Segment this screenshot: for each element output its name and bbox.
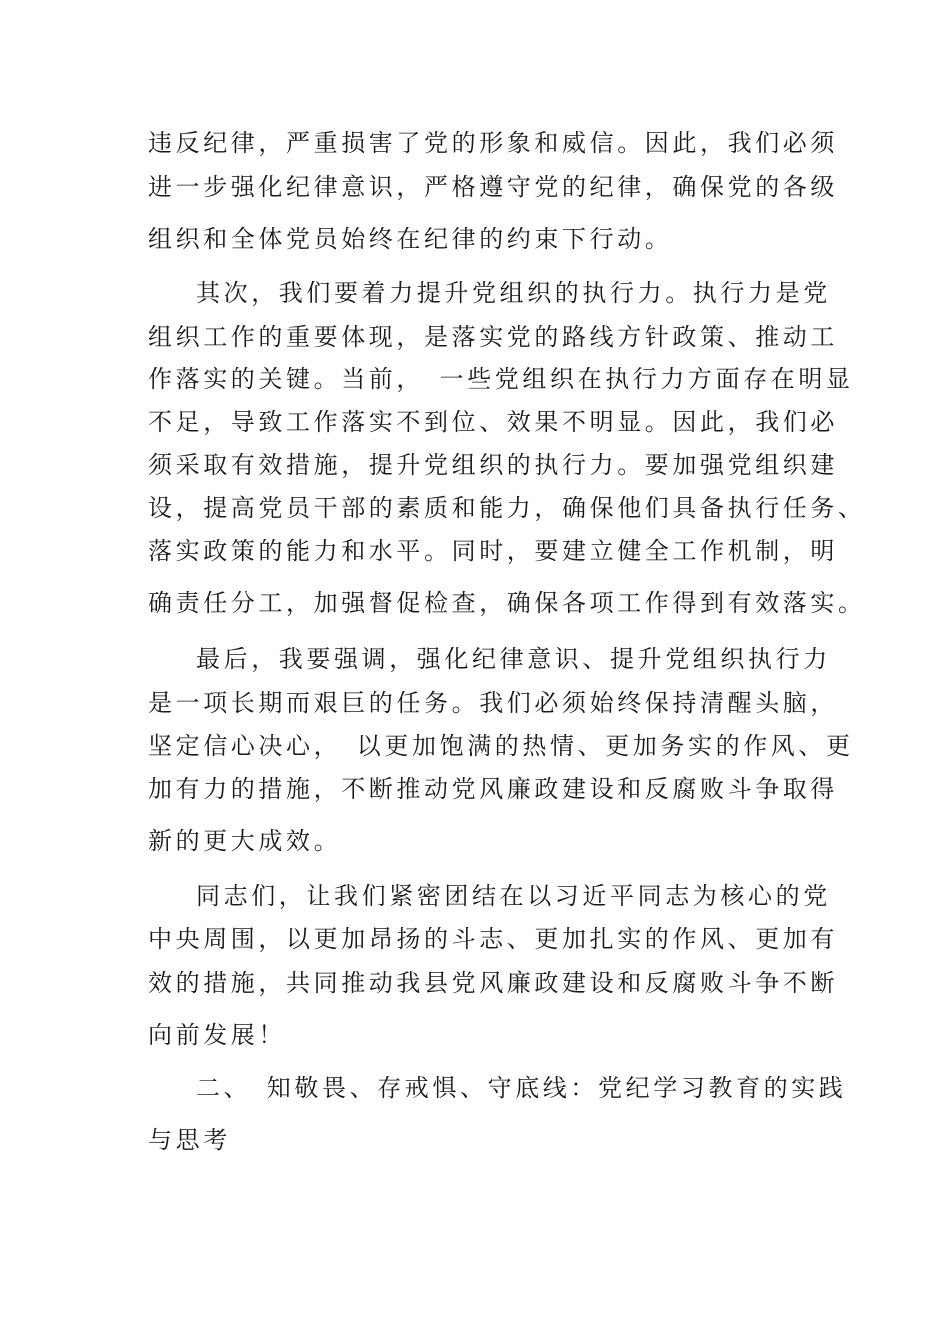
paragraph-first-line: 其次，我们要着力提升党组织的执行力。执行力是党: [196, 279, 831, 307]
text-line: 中央周围，以更加昂扬的斗志、更加扎实的作风、更加有: [148, 925, 838, 953]
text-line: 违反纪律，严重损害了党的形象和威信。因此，我们必须: [148, 129, 838, 157]
text-line: 确责任分工，加强督促检查，确保各项工作得到有效落实。: [148, 589, 866, 617]
text-line: 作落实的关键。当前， 一些党组织在执行力方面存在明显: [148, 365, 854, 393]
text-line: 加有力的措施，不断推动党风廉政建设和反腐败斗争取得: [148, 775, 838, 803]
text-line: 组织工作的重要体现，是落实党的路线方针政策、推动工: [148, 323, 838, 351]
section-heading-continuation: 与思考: [148, 1126, 231, 1154]
text-line: 落实政策的能力和水平。同时，要建立健全工作机制，明: [148, 537, 838, 565]
paragraph-first-line: 最后，我要强调，强化纪律意识、提升党组织执行力: [196, 645, 831, 673]
text-line: 设，提高党员干部的素质和能力，确保他们具备执行任务、: [148, 494, 866, 522]
text-line: 进一步强化纪律意识，严格遵守党的纪律，确保党的各级: [148, 173, 838, 201]
text-line: 坚定信心决心， 以更加饱满的热情、更加务实的作风、更: [148, 732, 854, 760]
text-line: 向前发展！: [148, 1021, 286, 1049]
text-line: 新的更大成效。: [148, 827, 342, 855]
section-heading: 二、 知敬畏、存戒惧、守底线：党纪学习教育的实践: [196, 1074, 847, 1102]
paragraph-first-line: 同志们，让我们紧密团结在以习近平同志为核心的党: [196, 882, 831, 910]
text-line: 效的措施，共同推动我县党风廉政建设和反腐败斗争不断: [148, 969, 838, 997]
text-line: 是一项长期而艰巨的任务。我们必须始终保持清醒头脑，: [148, 689, 838, 717]
text-line: 组织和全体党员始终在纪律的约束下行动。: [148, 225, 673, 253]
text-line: 不足，导致工作落实不到位、效果不明显。因此，我们必: [148, 408, 838, 436]
text-line: 须采取有效措施，提升党组织的执行力。要加强党组织建: [148, 451, 838, 479]
